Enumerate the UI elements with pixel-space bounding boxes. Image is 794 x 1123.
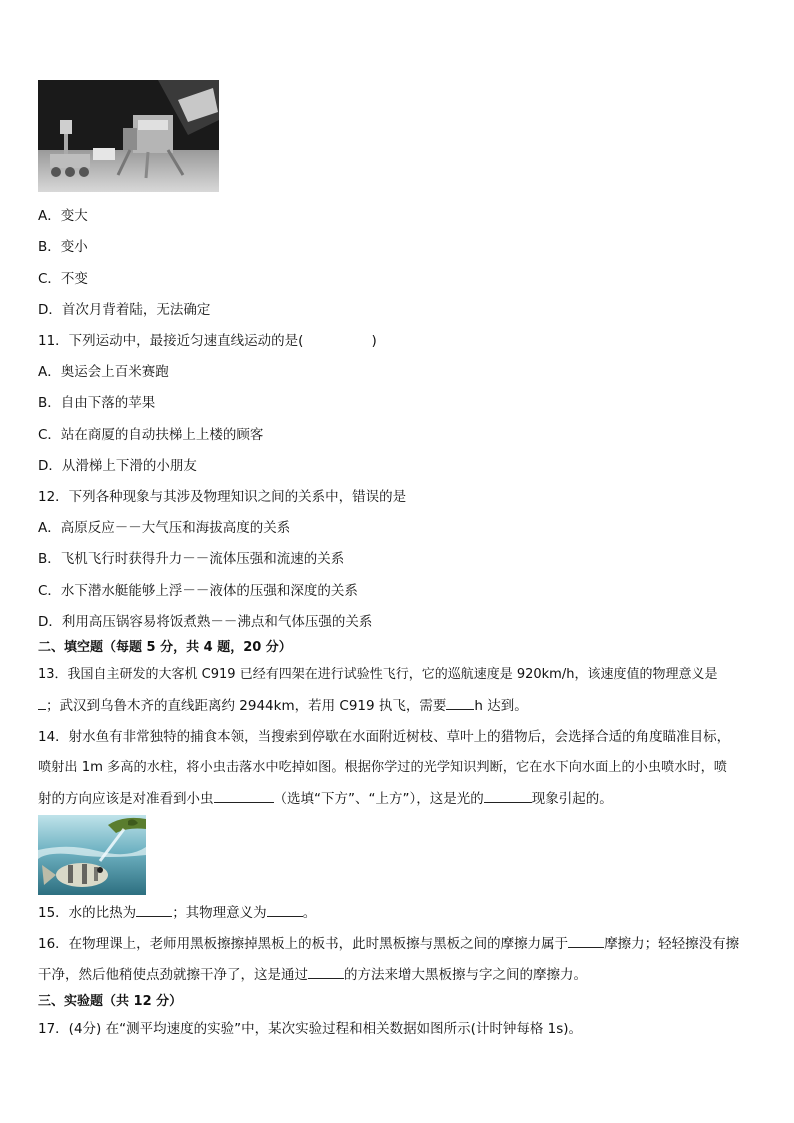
q14-line-2: 喷射出 1m 多高的水柱，将小虫击落水中吃掉如图。根据你学过的光学知识判断，它在水下向水面上的小虫喷水时，喷: [38, 760, 727, 775]
q16-line-2-end: 的方法来增大黑板擦与字之间的摩擦力。: [344, 967, 587, 983]
q10-option-c: C．不变: [38, 271, 88, 287]
q12-stem: 12．下列各种现象与其涉及物理知识之间的关系中，错误的是: [38, 489, 407, 505]
q15-blank-1: [136, 904, 172, 917]
q13-line-1: 13．我国自主研发的大客机 C919 已经有四架在进行试验性飞行，它的巡航速度是 920km/h，该速度值的物理意义是: [38, 667, 718, 682]
q11-option-d: D．从滑梯上下滑的小朋友: [38, 458, 197, 474]
q10-option-a: A．变大: [38, 208, 88, 224]
q13-blank-1: [38, 697, 46, 710]
q15-text-c: 。: [302, 905, 317, 921]
q16-line-1-text: 16．在物理课上，老师用黑板擦擦掉黑板上的板书，此时黑板擦与黑板之间的摩擦力属于: [38, 936, 569, 952]
q14-blank-2: [484, 790, 532, 803]
q12-option-d: D．利用高压锅容易将饭煮熟－－沸点和气体压强的关系: [38, 614, 373, 630]
q16-blank-2: [308, 966, 344, 979]
q16-line-2-text: 干净，然后他稍使点劲就擦干净了，这是通过: [38, 967, 308, 983]
q13-line-2-text: ；武汉到乌鲁木齐的直线距离约 2944km，若用 C919 执飞，需要: [46, 698, 447, 714]
q10-option-b: B．变小: [38, 239, 88, 255]
q11-option-c: C．站在商厦的自动扶梯上上楼的顾客: [38, 427, 264, 443]
q13-line-2: [38, 697, 528, 715]
q17-stem: 17．(4分) 在“测平均速度的实验”中，某次实验过程和相关数据如图所示(计时钟每格 1s)。: [38, 1021, 583, 1037]
section-experiment-heading: 三、实验题（共 12 分）: [38, 994, 183, 1009]
q15-blank-2: [267, 904, 303, 917]
q16-blank-1: [568, 935, 604, 948]
q14-line-3-mid: （选填“下方”、“上方”），这是光的: [273, 791, 484, 807]
q12-option-b: B．飞机飞行时获得升力－－流体压强和流速的关系: [38, 551, 345, 567]
q15-text-b: ；其物理意义为: [172, 905, 267, 921]
q14-line-3: [38, 790, 613, 808]
q15-text-a: 15．水的比热为: [38, 905, 137, 921]
q16-line-1: [38, 935, 739, 953]
q14-line-3-text: 射的方向应该是对准看到小虫: [38, 791, 214, 807]
q11-stem: [38, 332, 377, 350]
q11-option-a: A．奥运会上百米赛跑: [38, 364, 169, 380]
q12-option-a: A．高原反应－－大气压和海拔高度的关系: [38, 520, 291, 536]
q11-stem-close: ): [371, 333, 377, 349]
q16-line-2: [38, 966, 587, 984]
q10-option-d: D．首次月背着陆，无法确定: [38, 302, 211, 318]
archer-fish-photo: [38, 815, 146, 895]
q15-line: [38, 904, 316, 922]
q14-line-3-end: 现象引起的。: [531, 791, 613, 807]
q11-stem-text: 11．下列运动中，最接近匀速直线运动的是(: [38, 333, 304, 349]
q13-blank-2: [446, 697, 474, 710]
q14-blank-1: [214, 790, 274, 803]
q16-line-1-end: 摩擦力；轻轻擦没有擦: [604, 936, 740, 952]
lunar-lander-photo: [38, 80, 219, 192]
q14-line-1: 14．射水鱼有非常独特的捕食本领，当搜索到停歇在水面附近树枝、草叶上的猎物后，会选择合适的角度瞄准目标，: [38, 729, 731, 745]
section-fill-in-heading: 二、填空题（每题 5 分，共 4 题，20 分）: [38, 640, 292, 655]
q12-option-c: C．水下潜水艇能够上浮－－液体的压强和深度的关系: [38, 583, 358, 599]
q11-option-b: B．自由下落的苹果: [38, 395, 156, 411]
q13-line-2-end: h 达到。: [474, 698, 528, 714]
